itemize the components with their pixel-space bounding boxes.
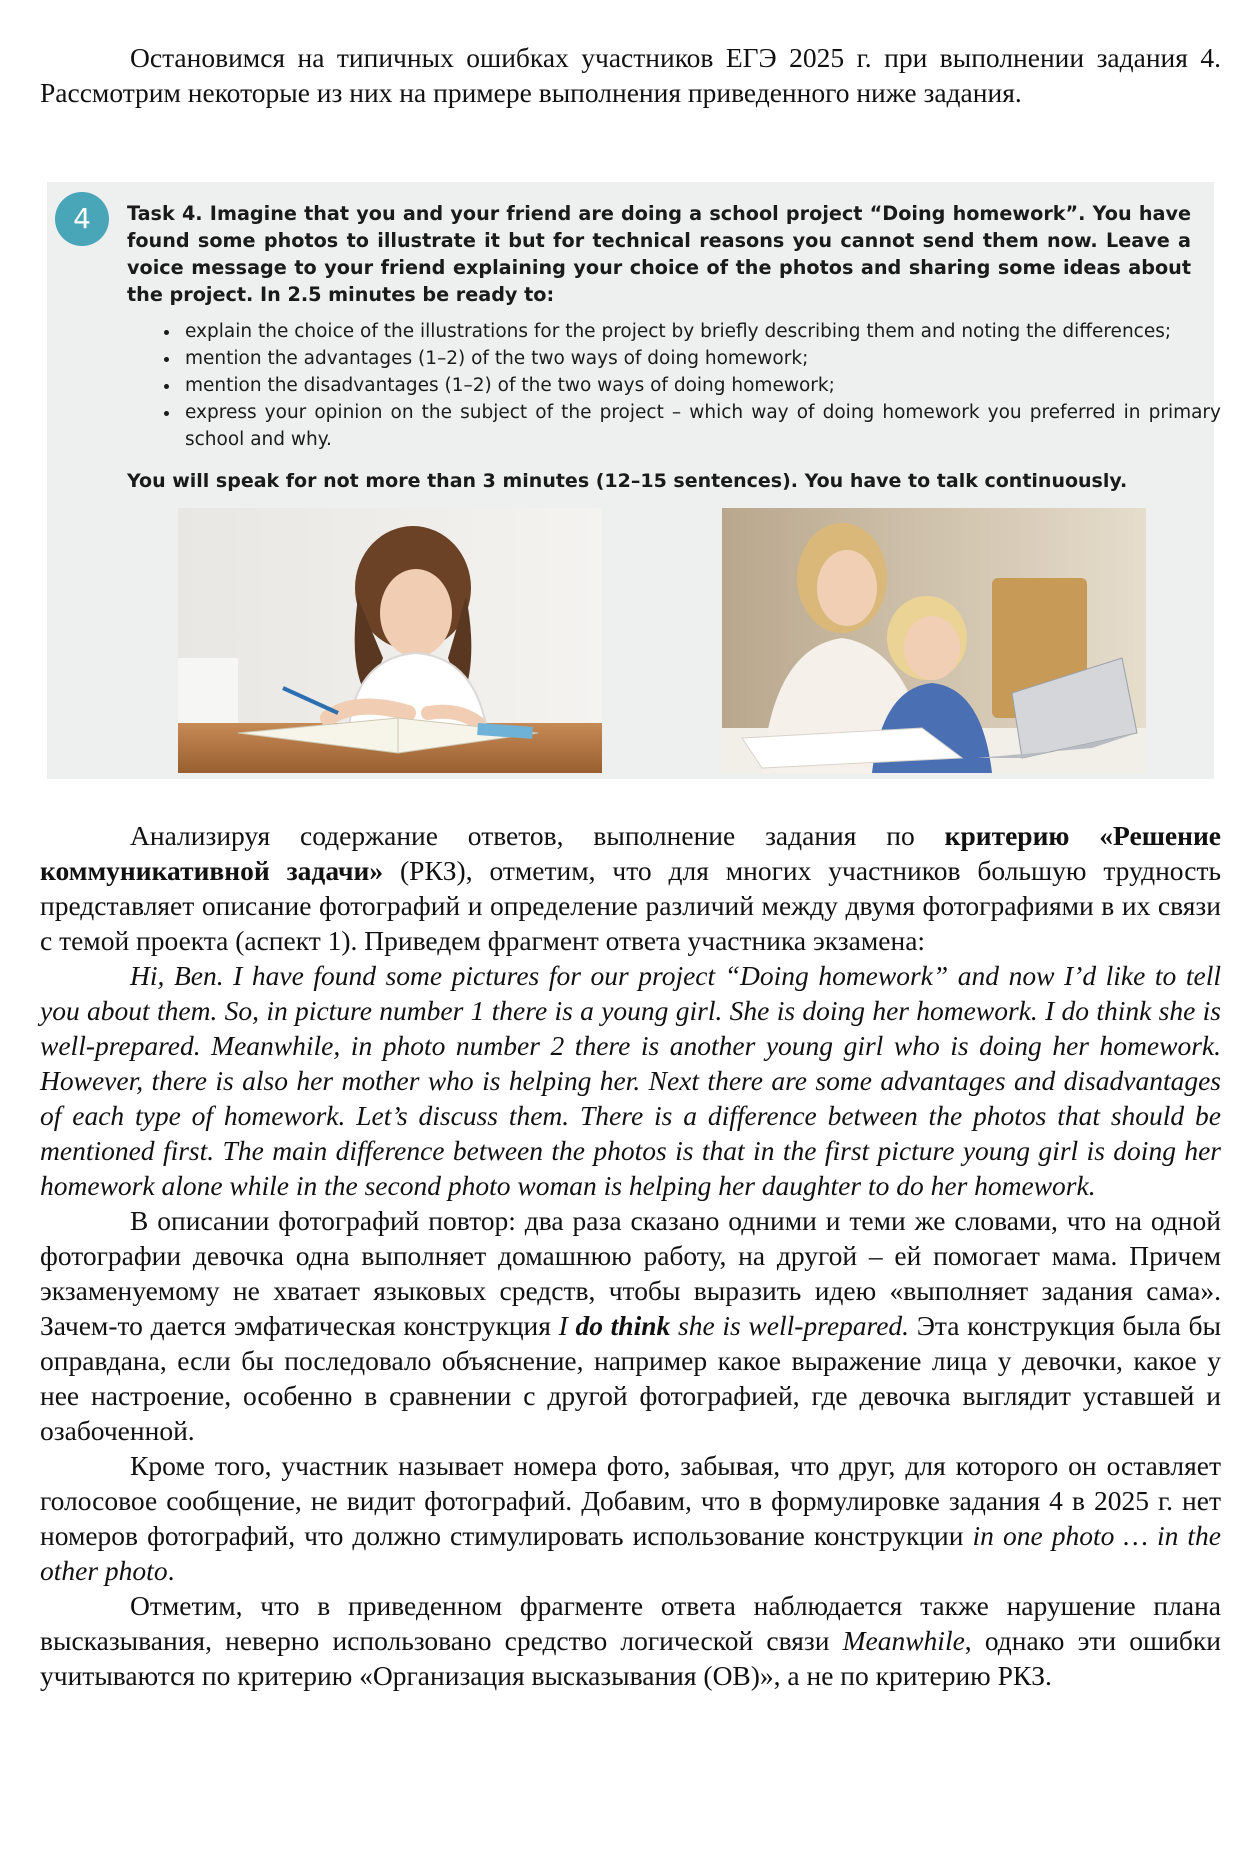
task-bullet-list [151, 318, 1221, 453]
analysis-section [40, 818, 1221, 1693]
task-bullet: • explain the choice of the illustrations for the project by briefly describing them and noting the differences; [181, 318, 1221, 345]
analysis-p2-italic-rest: she is well-prepared. [670, 1310, 910, 1341]
analysis-p1-end: (РКЗ), отметим, что для многих участников большую трудность представляет описание фотографий и определение различий между двумя фотографиями в их связи с темой проекта (аспект 1). Приведем фрагмент ответа участника экзамена: [40, 855, 1221, 956]
task-title: Task 4. Imagine that you and your friend are doing a school project “Doing homework”. You have found some photos to illustrate it but for technical reasons you cannot send them now. Leave a voice message to your friend explaining your choice of the photos and sharing some ideas about the project. In 2.5 minutes be ready to: [127, 202, 1191, 306]
analysis-p3-end: . [167, 1555, 175, 1586]
analysis-p2-italic-i: I [558, 1310, 576, 1341]
analysis-p2-emphatic: do think [575, 1310, 671, 1341]
task-bullet: • mention the disadvantages (1–2) of the two ways of doing homework; [181, 372, 1221, 399]
intro-section [40, 40, 1221, 110]
photo-girl-alone [178, 508, 602, 773]
photo-girl-alone-image [178, 508, 602, 773]
task-bullet: • express your opinion on the subject of the project – which way of doing homework you preferred in primary school and why. [181, 399, 1221, 453]
analysis-p2-end: Эта конструкция была бы оправдана, если бы последовало объяснение, например какое выражение лица у девочки, какое у нее настроение, особенно в сравнении с другой фотографией, где девочка выглядит уставшей и озабоченной. [40, 1310, 1221, 1446]
analysis-p3-start: Кроме того, участник называет номера фото, забывая, что друг, для которого он оставляет голосовое сообщение, не видит фотографий. Добавим, что в формулировке задания 4 в 2025 г. нет номеров фотографий, что должно стимулировать использование конструкции [40, 1450, 1221, 1551]
intro-paragraph: Остановимся на типичных ошибках участников ЕГЭ 2025 г. при выполнении задания 4. Рассмотрим некоторые из них на примере выполнения приведенного ниже задания. [40, 42, 1221, 108]
criterion-rkz-bold: критерию «Решение коммуникативной задачи» [40, 820, 1222, 886]
analysis-p1-start: Анализируя содержание ответов, выполнение задания по [130, 820, 945, 851]
analysis-p2-start: В описании фотографий повтор: два раза сказано одними и теми же словами, что на одной фотографии девочка одна выполняет домашнюю работу, на другой – ей помогает мама. Причем экзаменуемому не хватает языковых средств, чтобы выразить идею «выполняет задания сама». Зачем-то дается эмфатическая конструкция [40, 1205, 1221, 1341]
analysis-p4-start: Отметим, что в приведенном фрагменте ответа наблюдается также нарушение плана высказывания, неверно использовано средство логической связи [40, 1590, 1221, 1656]
analysis-paragraph-4 [40, 1588, 1221, 1693]
analysis-paragraph-3 [40, 1448, 1221, 1588]
photo-mother-helping-image [722, 508, 1146, 773]
task-bullet: • mention the advantages (1–2) of the two ways of doing homework; [181, 345, 1221, 372]
analysis-paragraph-2 [40, 1203, 1221, 1448]
task-number-badge: 4 [55, 192, 109, 246]
student-answer-quote: Hi, Ben. I have found some pictures for our project “Doing homework” and now I’d like to tell you about them. So, in picture number 1 there is a young girl. She is doing her homework. I do think she is well-prepared. Meanwhile, in photo number 2 there is another young girl who is doing her homework. However, there is also her mother who is helping her. Next there are some advantages and disadvantages of each type of homework. Let’s discuss them. There is a difference between the photos that should be mentioned first. The main difference between the photos is that in the first picture young girl is doing her homework alone while in the second photo woman is helping her daughter to do her homework. [40, 960, 1221, 1201]
analysis-paragraph-1 [40, 818, 1221, 958]
analysis-p4-end: , однако эти ошибки учитываются по критерию «Организация высказывания (ОВ)», а не по критерию РКЗ. [40, 1625, 1222, 1691]
photo-mother-helping [722, 508, 1146, 773]
task-footer: You will speak for not more than 3 minutes (12–15 sentences). You have to talk continuously. [127, 470, 1128, 492]
analysis-p3-italic: in one photo … in the other photo [40, 1520, 1221, 1586]
analysis-p4-italic: Meanwhile [842, 1625, 965, 1656]
